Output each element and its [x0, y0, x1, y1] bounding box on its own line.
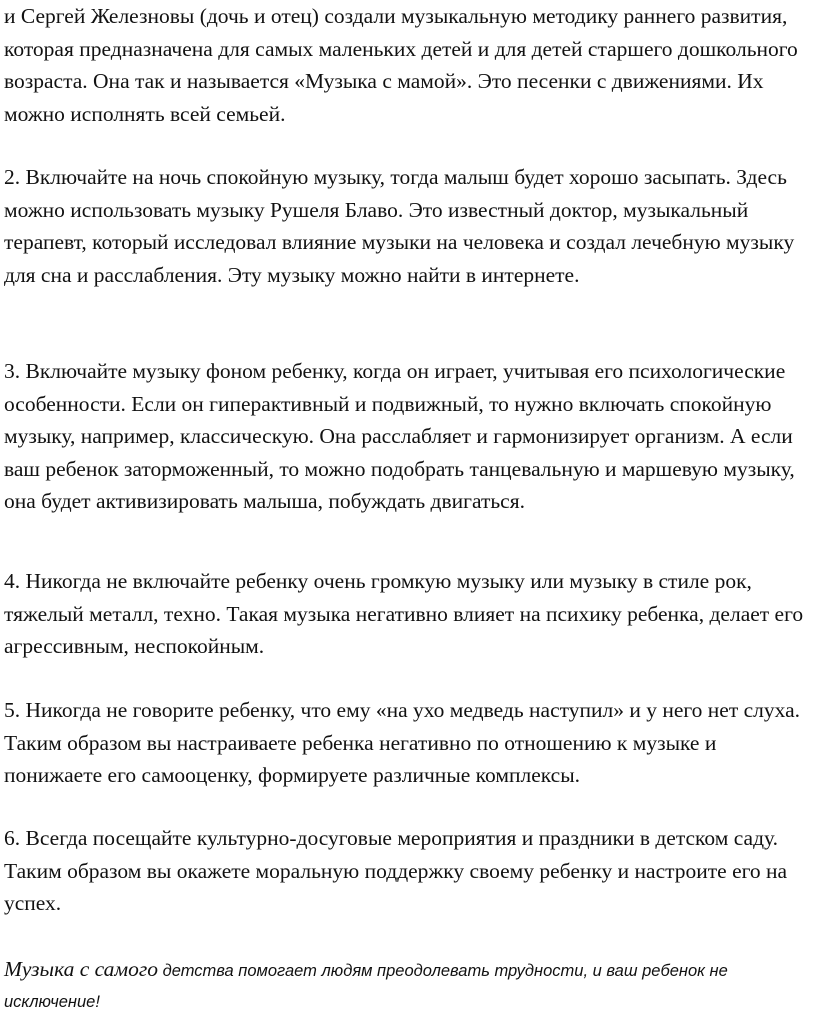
paragraph-tip-5: 5. Никогда не говорите ребенку, что ему «на ухо медведь наступил» и у него нет слуха. Таким образом вы настраиваете ребенка негативно по отношению к музыке и понижаете его самооценку, формируете различные комплексы. [4, 698, 801, 787]
paragraph-intro: и Сергей Железновы (дочь и отец) создали музыкальную методику раннего развития, которая предназначена для самых маленьких детей и для детей старшего дошкольного возраста. Она так и называется «Музыка с мамой». Это песенки с движениями. Их можно исполнять всей семьей. [4, 4, 798, 126]
paragraph-tip-4: 4. Никогда не включайте ребенку очень громкую музыку или музыку в стиле рок, тяжелый металл, техно. Такая музыка негативно влияет на психику ребенка, делает его агрессивным, неспокойным. [4, 569, 804, 658]
paragraph-tip-3: 3. Включайте музыку фоном ребенку, когда он играет, учитывая его психологические особенности. Если он гиперактивный и подвижный, то нужно включать спокойную музыку, например, классическую. Она расслабляет и гармонизирует организм. А если ваш ребенок заторможенный, то можно подобрать танцевальную и маршевую музыку, она будет активизировать малыша, побуждать двигаться. [4, 359, 795, 513]
closing-rest-text: детства помогает людям преодолевать трудности, и ваш ребенок не исключение! [4, 962, 728, 1011]
paragraph-tip-6: 6. Всегда посещайте культурно-досуговые мероприятия и праздники в детском саду. Таким образом вы окажете моральную поддержку своему ребенку и настроите его на успех. [4, 826, 788, 915]
paragraph-tip-2: 2. Включайте на ночь спокойную музыку, тогда малыш будет хорошо засыпать. Здесь можно использовать музыку Рушеля Блаво. Это известный доктор, музыкальный терапевт, который исследовал влияние музыки на человека и создал лечебную музыку для сна и расслабления. Эту музыку можно найти в интернете. [4, 165, 795, 287]
closing-statement [4, 954, 812, 1018]
closing-lead-text: Музыка с самого [4, 957, 159, 981]
